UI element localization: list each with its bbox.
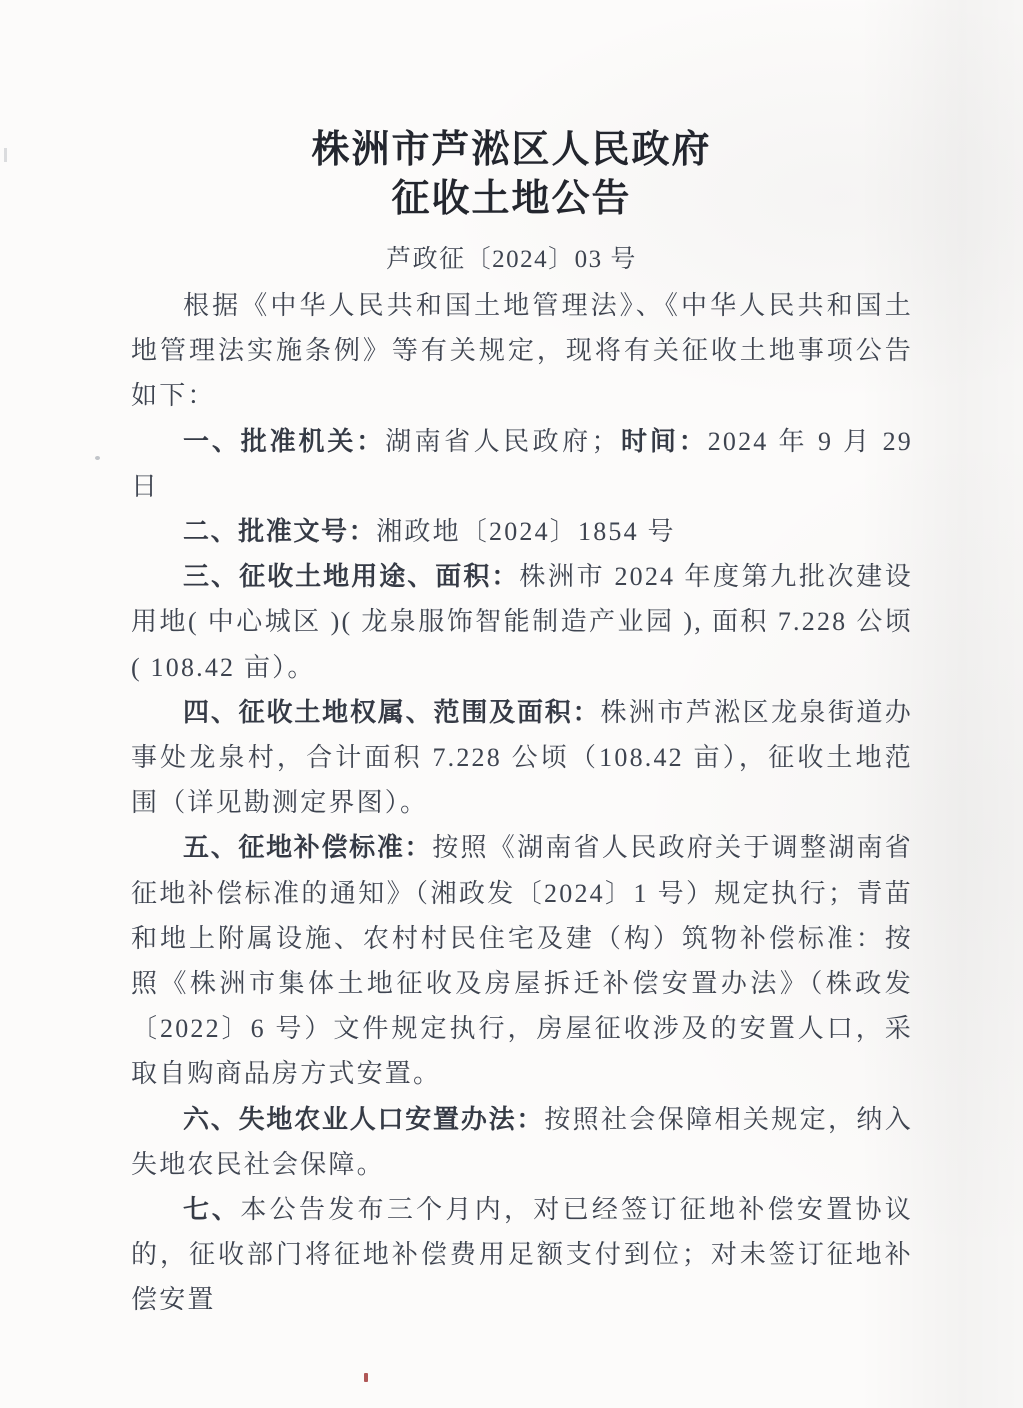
item-label: 七、: [183, 1194, 241, 1225]
paragraph: [131, 690, 913, 826]
document-body: [131, 283, 913, 1323]
item-label: 六、失地农业人口安置办法：: [183, 1103, 545, 1134]
paragraph: [131, 554, 913, 690]
paragraph-text: 2024 年 9 月 29 日: [131, 426, 913, 501]
item-label: 一、批准机关：: [183, 425, 386, 456]
paragraph-text: 株洲市 2024 年度第九批次建设用地( 中心城区 )( 龙泉服饰智能制造产业园 ), 面积 7.228 公顷( 108.42 亩）。: [131, 562, 914, 682]
paragraph-text: 根据《中华人民共和国土地管理法》、《中华人民共和国土地管理法实施条例》等有关规定，现将有关征收土地事项公告如下：: [131, 291, 913, 411]
paragraph: [131, 1187, 913, 1323]
paragraph-text: 按照《湖南省人民政府关于调整湖南省征地补偿标准的通知》（湘政发〔2024〕1 号）规定执行；青苗和地上附属设施、农村村民住宅及建（构）筑物补偿标准：按照《株洲市集体土地征收及房屋拆迁补偿安置办法》（株政发〔2022〕6 号）文件规定执行，房屋征收涉及的安置人口，采取自购商品房方式安置。: [131, 833, 914, 1089]
document-number: 芦政征〔2024〕03 号: [386, 246, 637, 273]
paragraph: [131, 825, 913, 1096]
document-header: [0, 126, 1023, 275]
document-title-line1: 株洲市芦淞区人民政府: [311, 129, 712, 171]
document-title-line2: 征收土地公告: [391, 178, 632, 220]
item-label: 五、征地补偿标准：: [183, 832, 433, 863]
paragraph: [131, 419, 913, 509]
item-label: 时间：: [619, 425, 708, 456]
paragraph: [131, 509, 913, 554]
paragraph-text: 本公告发布三个月内，对已经签订征地补偿安置协议的，征收部门将征地补偿费用足额支付到位；对未签订征地补偿安置: [131, 1195, 913, 1315]
item-label: 三、征收土地用途、面积：: [183, 561, 520, 592]
paragraph: [131, 283, 913, 419]
item-label: 四、征收土地权属、范围及面积：: [183, 696, 601, 727]
paragraph-text: 按照社会保障相关规定，纳入失地农民社会保障。: [131, 1104, 913, 1179]
scan-edge-mark: [4, 148, 7, 162]
paragraph-text: 湘政地〔2024〕1854 号: [376, 517, 676, 547]
paragraph: [131, 1097, 913, 1187]
item-label: 二、批准文号：: [183, 516, 377, 547]
scan-speck-gray: [95, 456, 100, 460]
scan-speck-red: [364, 1373, 368, 1382]
paragraph-text: 株洲市芦淞区龙泉街道办事处龙泉村，合计面积 7.228 公顷（108.42 亩），征收土地范围（详见勘测定界图）。: [131, 697, 913, 818]
paragraph-text: 湖南省人民政府；: [385, 426, 620, 456]
